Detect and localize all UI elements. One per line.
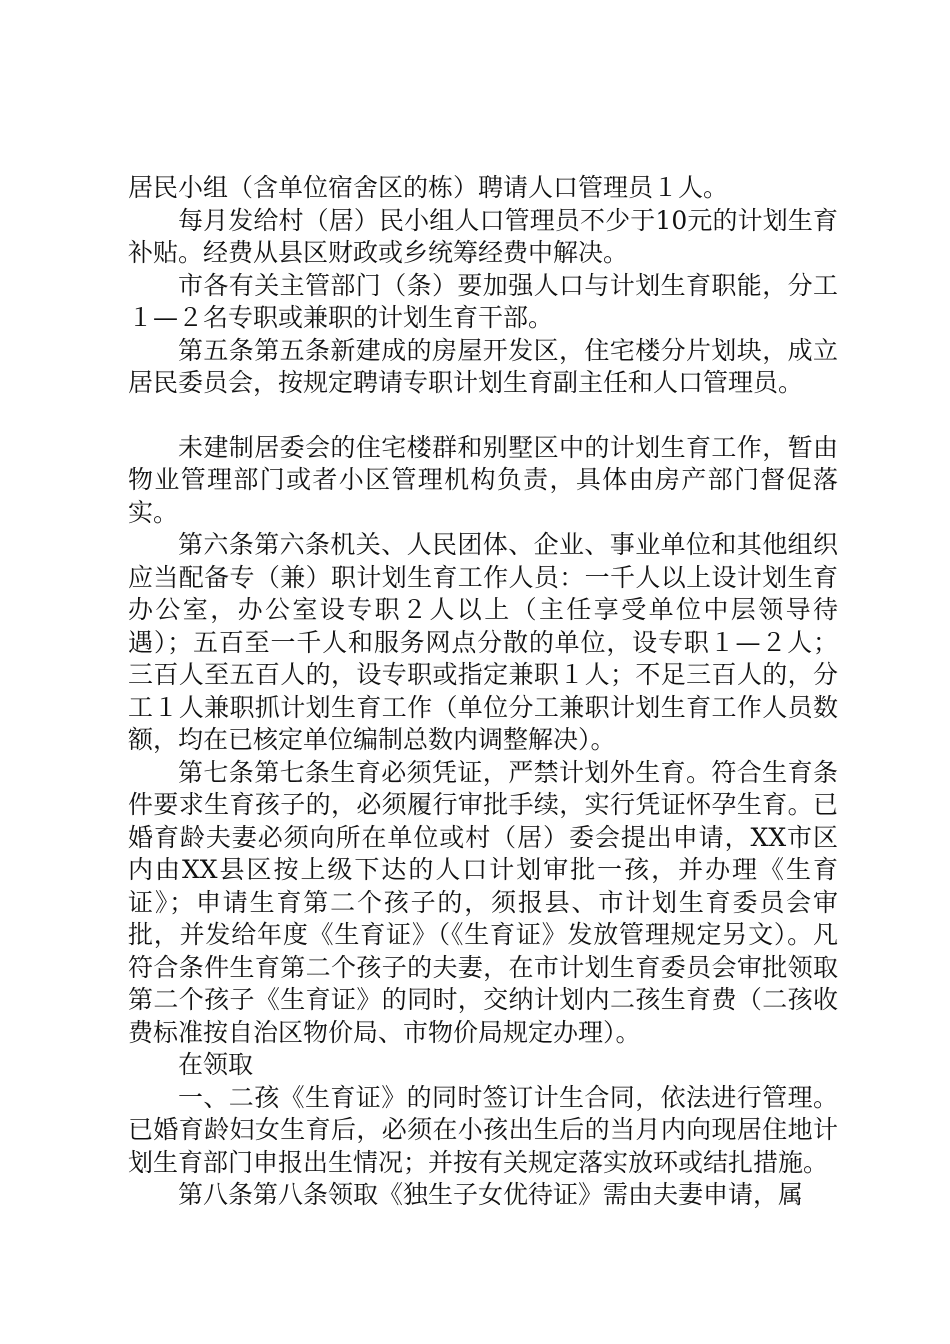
paragraph-1: 居民小组（含单位宿舍区的栋）聘请人口管理员１人。	[128, 173, 729, 202]
paragraph-5: 未建制居委会的住宅楼群和别墅区中的计划生育工作，暂由物业管理部门或者小区管理机构负责，具体由房产部门督促落实。	[128, 432, 838, 527]
paragraph-9: 一、二孩《生育证》的同时签订计生合同，依法进行管理。已婚育龄妇女生育后，必须在小孩出生后的当月内向现居住地计划生育部门申报出生情况；并按有关规定落实放环或结扎措施。	[128, 1082, 838, 1177]
paragraph-4: 第五条第五条新建成的房屋开发区，住宅楼分片划块，成立居民委员会，按规定聘请专职计划生育副主任和人口管理员。	[128, 335, 838, 397]
paragraph-10: 第八条第八条领取《独生子女优待证》需由夫妻申请，属	[178, 1180, 804, 1209]
paragraph-3: 市各有关主管部门（条）要加强人口与计划生育职能，分工１—２名专职或兼职的计划生育干部。	[128, 270, 838, 332]
paragraph-6: 第六条第六条机关、人民团体、企业、事业单位和其他组织应当配备专（兼）职计划生育工作人员：一千人以上设计划生育办公室，办公室设专职２人以上（主任享受单位中层领导待遇）；五百至一千人和服务网点分散的单位，设专职１—２人；三百人至五百人的，设专职或指定兼职１人；不足三百人的，分工１人兼职抓计划生育工作（单位分工兼职计划生育工作人员数额，均在已核定单位编制总数内调整解决）。	[128, 530, 838, 754]
paragraph-8: 在领取	[178, 1050, 254, 1079]
paragraph-2: 每月发给村（居）民小组人口管理员不少于10元的计划生育补贴。经费从县区财政或乡统筹经费中解决。	[128, 205, 838, 267]
paragraph-7: 第七条第七条生育必须凭证，严禁计划外生育。符合生育条件要求生育孩子的，必须履行审批手续，实行凭证怀孕生育。已婚育龄夫妻必须向所在单位或村（居）委会提出申请，XX市区内由XX县区按上级下达的人口计划审批一孩，并办理《生育证》；申请生育第二个孩子的，须报县、市计划生育委员会审批，并发给年度《生育证》（《生育证》发放管理规定另文）。凡符合条件生育第二个孩子的夫妻，在市计划生育委员会审批领取第二个孩子《生育证》的同时，交纳计划内二孩生育费（二孩收费标准按自治区物价局、市物价局规定办理）。	[128, 757, 838, 1047]
document-body	[128, 172, 838, 1212]
